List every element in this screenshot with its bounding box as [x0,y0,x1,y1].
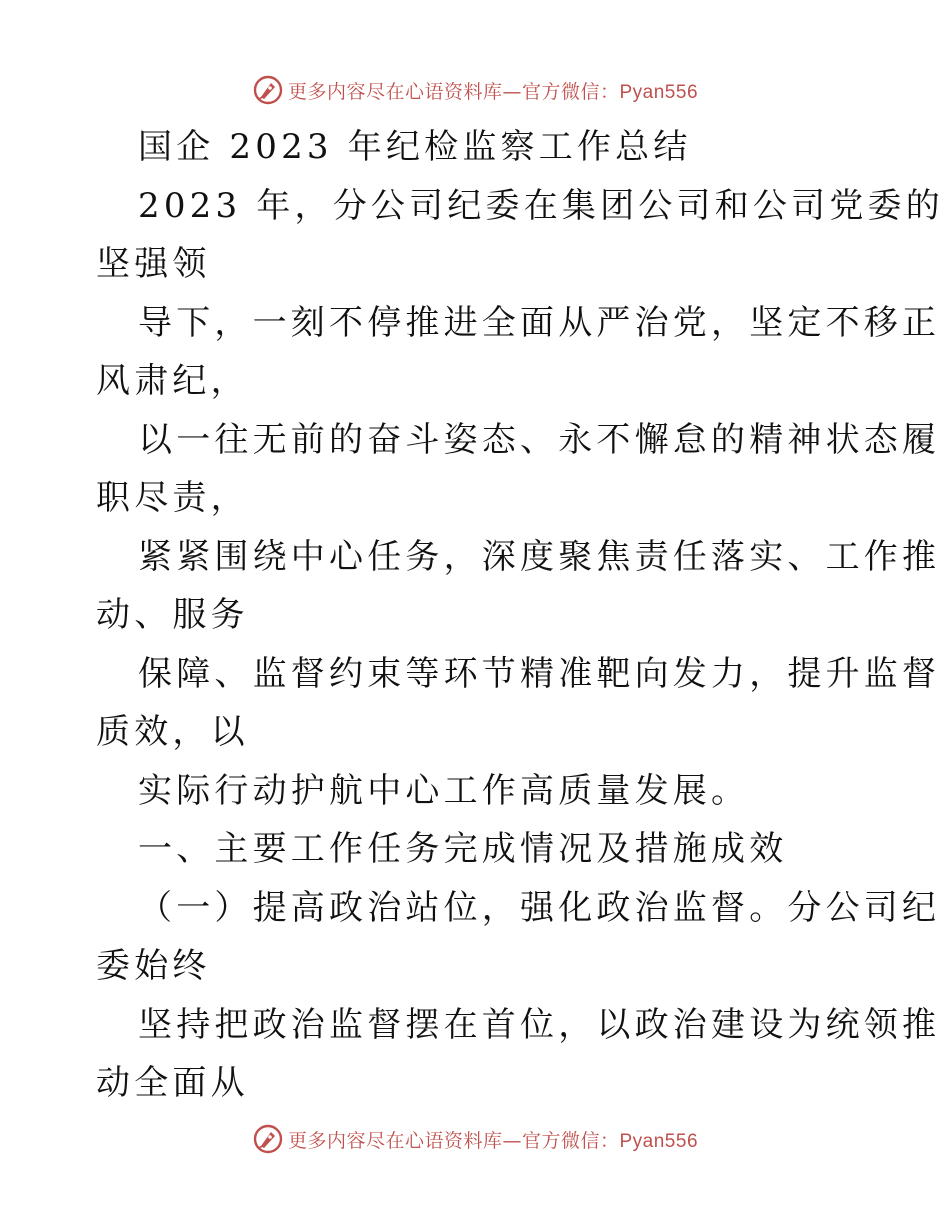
text-line: 风肃纪， [96,361,249,401]
text-line: （一）提高政治站位，强化政治监督。分公司纪 [138,887,941,928]
watermark-wechat-id: Pyan556 [619,1130,699,1152]
document-body [96,118,944,1113]
text-line: 质效，以 [96,712,249,752]
text-line: 紧紧围绕中心任务，深度聚焦责任落实、工作推 [138,536,941,577]
text-line: 坚强领 [96,244,211,284]
text-line: 动、服务 [96,595,249,635]
text-line: 职尽责， [96,478,249,518]
pen-nib-logo-icon [252,74,284,106]
text-line: 一、主要工作任务完成情况及措施成效 [138,829,788,869]
watermark-wechat-id: Pyan556 [619,81,699,103]
watermark-label: 更多内容尽在心语资料库—官方微信： [287,1129,620,1152]
watermark-text [288,1126,698,1153]
text-line: 坚持把政治监督摆在首位，以政治建设为统领推 [138,1004,941,1045]
text-line: 国企 2023 年纪检监察工作总结 [138,127,692,167]
text-line: 导下，一刻不停推进全面从严治党，坚定不移正 [138,302,941,343]
text-line: 保障、监督约束等环节精准靶向发力，提升监督 [138,653,941,694]
text-line: 动全面从 [96,1063,249,1103]
watermark-text [288,77,698,104]
pen-nib-logo-icon [252,1123,284,1155]
text-line: 2023 年，分公司纪委在集团公司和公司党委的 [138,185,944,226]
watermark-footer [0,1119,950,1159]
watermark-header [0,70,950,110]
text-line: 委始终 [96,946,211,986]
text-line: 以一往无前的奋斗姿态、永不懈怠的精神状态履 [138,419,941,460]
watermark-label: 更多内容尽在心语资料库—官方微信： [287,80,620,103]
text-line: 实际行动护航中心工作高质量发展。 [138,770,750,811]
